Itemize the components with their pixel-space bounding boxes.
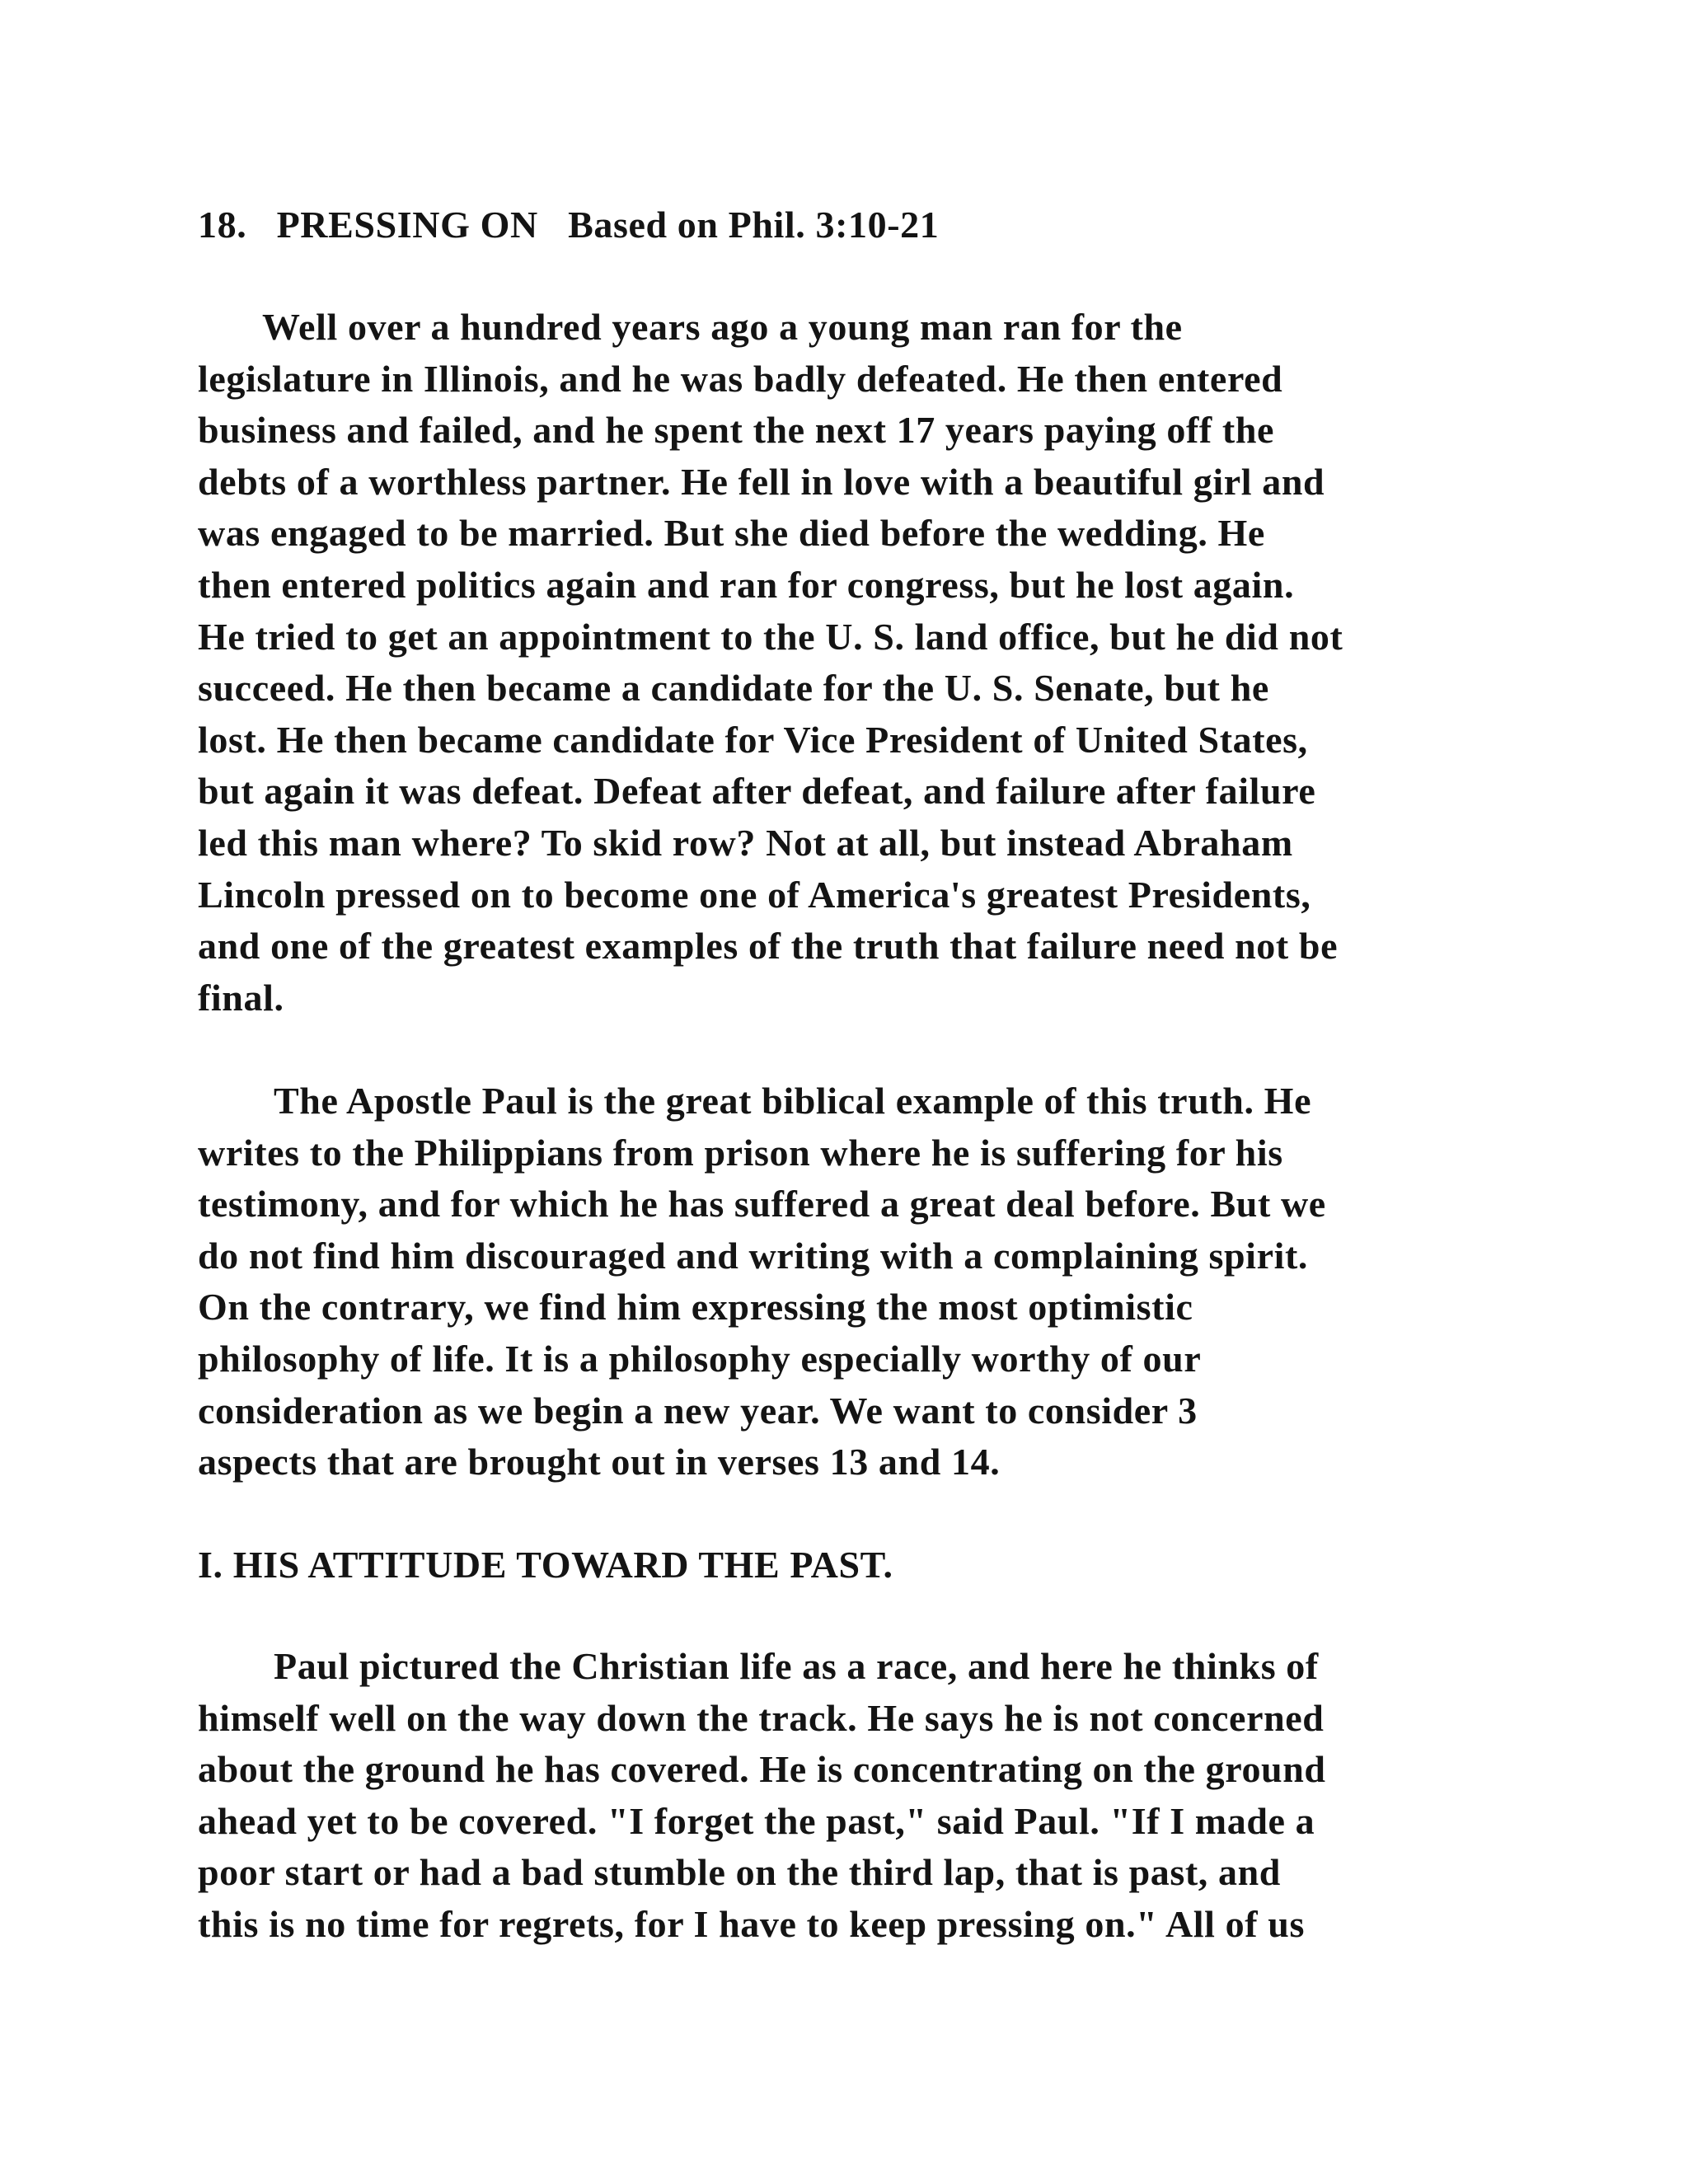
text-line: led this man where? To skid row? Not at all, but instead Abraham	[198, 821, 1293, 864]
text-line: Lincoln pressed on to become one of America's greatest Presidents,	[198, 873, 1311, 916]
text-line: poor start or had a bad stumble on the third lap, that is past, and	[198, 1851, 1281, 1894]
text-line: consideration as we begin a new year. We want to consider 3	[198, 1389, 1198, 1432]
section-heading	[198, 1540, 1500, 1591]
title-text: 18. PRESSING ON Based on Phil. 3:10-21	[198, 204, 940, 246]
text-line: this is no time for regrets, for I have to keep pressing on." All of us	[198, 1902, 1305, 1945]
text-line: final.	[198, 976, 284, 1019]
text-line: philosophy of life. It is a philosophy especially worthy of our	[198, 1337, 1202, 1380]
text-line: ahead yet to be covered. "I forget the past," said Paul. "If I made a	[198, 1799, 1315, 1842]
text-line: about the ground he has covered. He is concentrating on the ground	[198, 1748, 1326, 1791]
text-line: On the contrary, we find him expressing the most optimistic	[198, 1286, 1193, 1329]
document-title	[198, 199, 1500, 251]
text-line: do not find him discouraged and writing with a complaining spirit.	[198, 1234, 1308, 1277]
text-line: writes to the Philippians from prison where he is suffering for his	[198, 1131, 1283, 1174]
text-line: himself well on the way down the track. He says he is not concerned	[198, 1696, 1325, 1739]
text-line: then entered politics again and ran for congress, but he lost again.	[198, 563, 1295, 606]
text-line: lost. He then became candidate for Vice President of United States,	[198, 718, 1308, 761]
text-line: Well over a hundred years ago a young man ran for the	[262, 306, 1183, 348]
text-line: He tried to get an appointment to the U. S. land office, but he did not	[198, 615, 1343, 658]
text-line: was engaged to be married. But she died before the wedding. He	[198, 512, 1265, 555]
text-line: aspects that are brought out in verses 13 and 14.	[198, 1441, 1001, 1483]
paragraph-lincoln	[198, 302, 1500, 1024]
text-line: testimony, and for which he has suffered a great deal before. But we	[198, 1183, 1326, 1226]
text-line: but again it was defeat. Defeat after defeat, and failure after failure	[198, 770, 1316, 813]
paragraph-race	[198, 1641, 1500, 1951]
text-line: legislature in Illinois, and he was badly defeated. He then entered	[198, 357, 1283, 400]
paragraph-apostle-paul	[198, 1076, 1500, 1488]
heading-text: I. HIS ATTITUDE TOWARD THE PAST.	[198, 1544, 893, 1586]
text-line: The Apostle Paul is the great biblical example of this truth. He	[274, 1080, 1312, 1122]
text-line: debts of a worthless partner. He fell in love with a beautiful girl and	[198, 460, 1325, 503]
text-line: and one of the greatest examples of the truth that failure need not be	[198, 925, 1339, 968]
text-line: business and failed, and he spent the next 17 years paying off the	[198, 409, 1275, 452]
text-line: succeed. He then became a candidate for the U. S. Senate, but he	[198, 667, 1269, 710]
text-line: Paul pictured the Christian life as a race, and here he thinks of	[274, 1645, 1319, 1687]
